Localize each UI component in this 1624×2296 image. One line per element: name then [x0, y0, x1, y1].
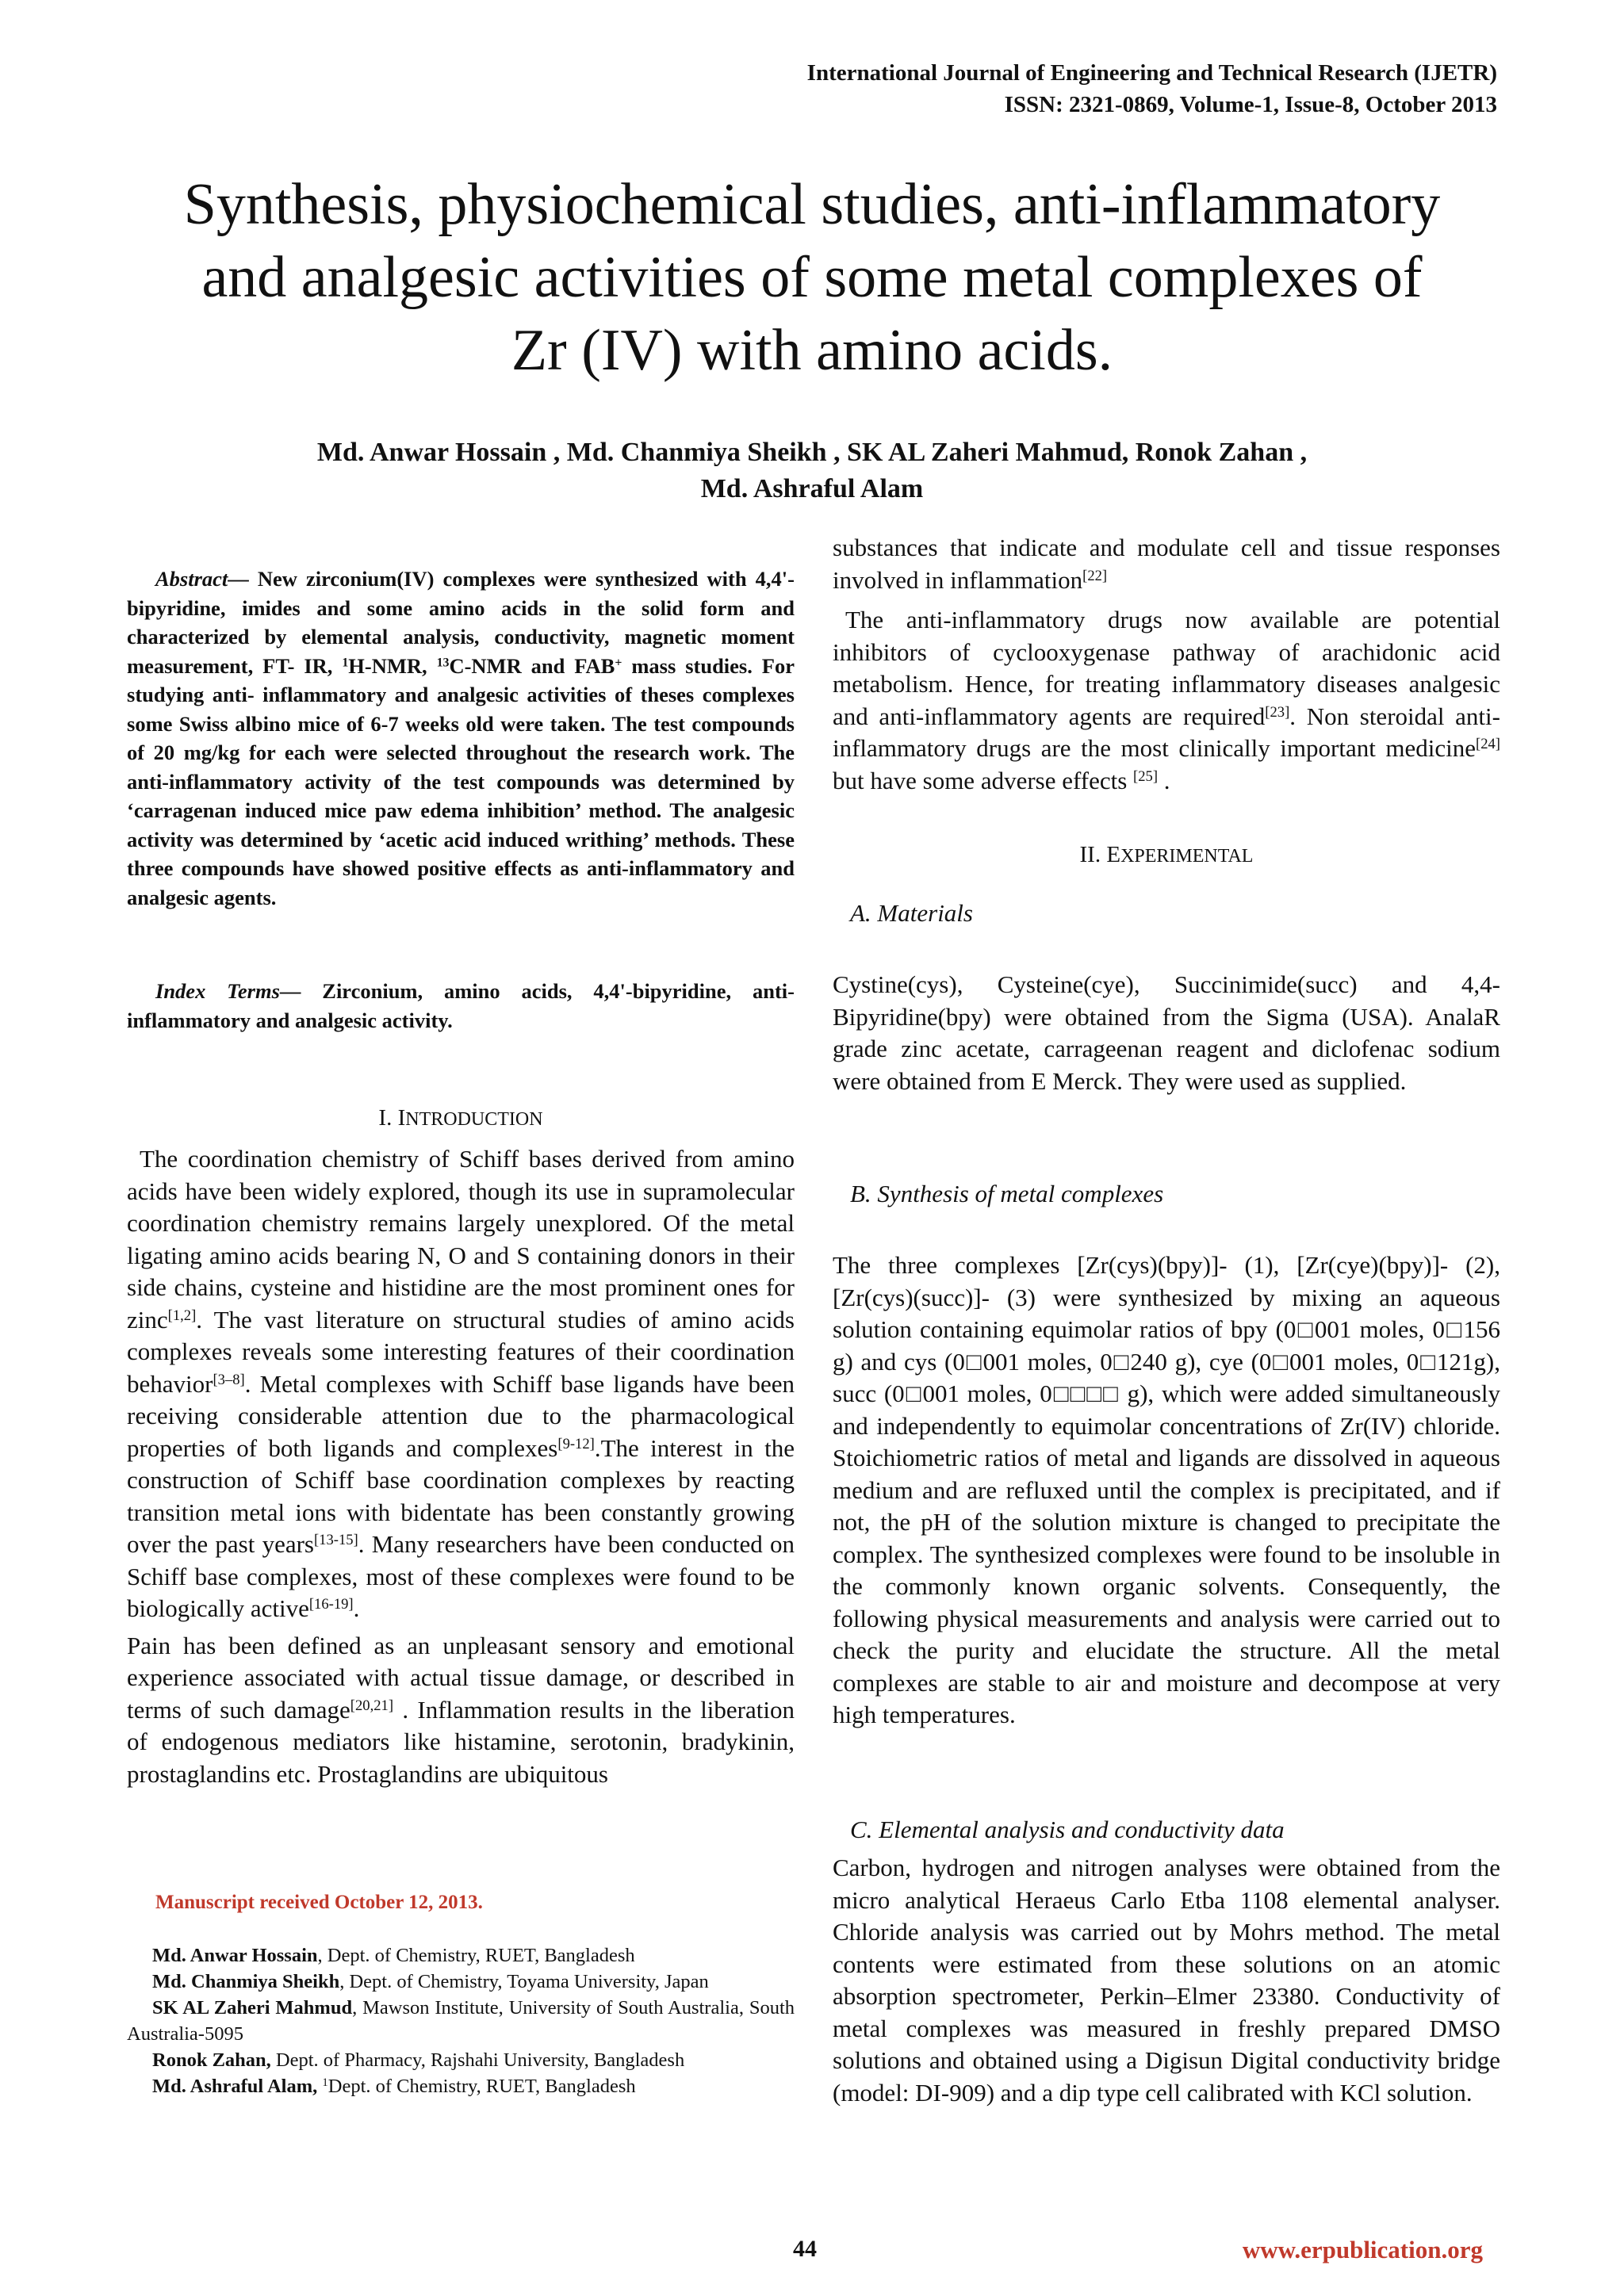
citation: [16-19]	[308, 1595, 354, 1613]
section-heading-introduction: I. INTRODUCTION	[378, 1105, 543, 1131]
title-line-1: Synthesis, physiochemical studies, anti-inflammatory	[183, 172, 1441, 237]
abstract: Abstract— New zirconium(IV) complexes were synthesized with 4,4'-bipyridine, imides and some amino acids in the solid form and characterized by elemental analysis, conductivity, magnetic moment measurement, FT- IR, $^1$H-NMR, $^{13}$C-NMR and FAB+ mass studies. For studying anti- inflammatory and analgesic activities of theses complexes some Swiss albino mice of 6-7 weeks old were taken. The test compounds of 20 mg/kg for each were selected throughout the research work. The anti-inflammatory activity of the test compounds was determined by ‘carragenan induced mice paw edema inhibition’ method. The analgesic activity was determined by ‘acetic acid induced writhing’ methods. These three compounds have showed positive effects as anti-inflammatory and analgesic agents.	[127, 567, 795, 909]
affiliation-3: SK AL Zaheri Mahmud, Mawson Institute, University of South Australia, South Australia-5095	[127, 1997, 795, 2045]
materials-paragraph: Cystine(cys), Cysteine(cye), Succinimide(succ) and 4,4-Bipyridine(bpy) were obtained from the Sigma (USA). AnalaR grade zinc acetate, carrageenan reagent and diclofenac sodium were obtained from E Merck. They were used as supplied.	[833, 970, 1500, 1095]
citation: [3–8]	[213, 1371, 245, 1388]
affiliation-1: Md. Anwar Hossain, Dept. of Chemistry, RUET, Bangladesh	[152, 1945, 635, 1966]
index-terms-block	[127, 977, 795, 1035]
index-terms: Index Terms— Zirconium, amino acids, 4,4'-bipyridine, anti-inflammatory and analgesic activity.	[127, 979, 795, 1032]
right-column-top	[833, 532, 1500, 797]
right-paragraph-2: The anti-inflammatory drugs now available are potential inhibitors of cyclooxygenase pathway of arachidonic acid metabolism. Hence, for treating inflammatory diseases analgesic and anti-inflammatory agents are required[23]. Non steroidal anti-inflammatory drugs are the most clinically important medicine[24] but have some adverse effects [25] .	[833, 606, 1500, 794]
page-number: 44	[793, 2236, 817, 2262]
journal-header	[238, 57, 1497, 121]
elemental-paragraph: Carbon, hydrogen and nitrogen analyses were obtained from the micro analytical Heraeus Carlo Etba 1108 elemental analyser. Chloride analysis was carried out by Mohrs method. The metal contents were estimated from these solutions on an atomic absorption spectrometer, Perkin–Elmer 23380. Conductivity of metal complexes was measured in freshly prepared DMSO solutions and obtained using a Digisun Digital conductivity bridge (model: DI-909) and a dip type cell calibrated with KCl solution.	[833, 1854, 1500, 2107]
subheading-materials: A. Materials	[850, 899, 973, 927]
affiliation-4: Ronok Zahan, Dept. of Pharmacy, Rajshahi University, Bangladesh	[152, 2049, 685, 2071]
journal-issn: ISSN: 2321-0869, Volume-1, Issue-8, October 2013	[1004, 92, 1497, 117]
title-line-3: Zr (IV) with amino acids.	[511, 318, 1113, 383]
journal-name: International Journal of Engineering and Technical Research (IJETR)	[806, 60, 1497, 86]
index-terms-label: Index Terms	[155, 979, 280, 1003]
right-paragraph-1: substances that indicate and modulate cell and tissue responses involved in inflammation[22]	[833, 534, 1500, 594]
materials-body	[833, 969, 1500, 1097]
synthesis-paragraph: The three complexes [Zr(cys)(bpy)]- (1), [Zr(cye)(bpy)]- (2), [Zr(cys)(succ)]- (3) were synthesized by mixing an aqueous solution containing equimolar ratios of bpy (0□001 moles, 0□156 g) and cys (0□001 moles, 0□240 g), cye (0□001 moles, 0□121g), succ (0□001 moles, 0□□□□ g), which were added simultaneously and independently to equimolar concentrations of Zr(IV) chloride. Stoichiometric ratios of metal and ligands are dissolved in aqueous medium and are refluxed until the complex is precipitated, and if not, the pH of the solution mixture is changed to precipitate the complex. The synthesized complexes were found to be insoluble in the commonly known organic solvents. Consequently, the following physical measurements and analysis were carried out to check the purity and elucidate the structure. All the metal complexes are stable to air and moisture and decompose at very high temperatures.	[833, 1251, 1500, 1728]
citation: [20,21]	[350, 1697, 394, 1714]
abstract-label: Abstract	[155, 567, 228, 591]
intro-paragraph-2: Pain has been defined as an unpleasant sensory and emotional experience associated with actual tissue damage, or described in terms of such damage[20,21] . Inflammation results in the liberation of endogenous mediators like histamine, serotonin, bradykinin, prostaglandins etc. Prostaglandins are ubiquitous	[127, 1631, 795, 1788]
affiliation-2: Md. Chanmiya Sheikh, Dept. of Chemistry, Toyama University, Japan	[152, 1971, 709, 1992]
affiliation-5: Md. Ashraful Alam, $^1$Dept. of Chemistry, RUET, Bangladesh	[152, 2076, 636, 2097]
publisher-website-link[interactable]: www.erpublication.org	[1242, 2236, 1483, 2263]
synthesis-body	[833, 1249, 1500, 1732]
abstract-block	[127, 564, 795, 912]
citation: [22]	[1082, 567, 1108, 584]
citation: [23]	[1265, 703, 1290, 721]
subheading-elemental: C. Elemental analysis and conductivity data	[850, 1816, 1285, 1843]
author-list	[159, 434, 1465, 507]
elemental-body	[833, 1852, 1500, 2109]
intro-paragraph-1: The coordination chemistry of Schiff bases derived from amino acids have been widely explored, though its use in supramolecular coordination chemistry remains largely unexplored. Of the metal ligating amino acids bearing N, O and S containing donors in their side chains, cysteine and histidine are the most prominent ones for zinc[1,2]. The vast literature on structural studies of amino acids complexes reveals some interesting features of their coordination behavior[3–8]. Metal complexes with Schiff base ligands have been receiving considerable attention due to the pharmacological properties of both ligands and complexes[9-12].The interest in the construction of Schiff base coordination complexes by reacting transition metal ions with bidentate has been constantly growing over the past years[13-15]. Many researchers have been conducted on Schiff base complexes, most of these complexes were found to be biologically active[16-19].	[127, 1145, 795, 1622]
author-affiliations	[127, 1942, 795, 2099]
citation: [1,2]	[167, 1307, 197, 1324]
citation: [24]	[1476, 735, 1500, 752]
citation: [13-15]	[313, 1531, 358, 1548]
introduction-body	[127, 1143, 795, 1790]
paper-title	[119, 168, 1505, 387]
citation: [9-12]	[557, 1435, 595, 1452]
title-line-2: and analgesic activities of some metal complexes of	[201, 245, 1423, 310]
subheading-synthesis: B. Synthesis of metal complexes	[850, 1180, 1164, 1207]
section-heading-experimental: II. EXPERIMENTAL	[1079, 842, 1254, 867]
citation: [25]	[1133, 767, 1159, 785]
manuscript-received: Manuscript received October 12, 2013.	[155, 1892, 483, 1913]
authors-line-2: Md. Ashraful Alam	[700, 474, 924, 503]
authors-line-1: Md. Anwar Hossain , Md. Chanmiya Sheikh , SK AL Zaheri Mahmud, Ronok Zahan ,	[316, 438, 1308, 467]
